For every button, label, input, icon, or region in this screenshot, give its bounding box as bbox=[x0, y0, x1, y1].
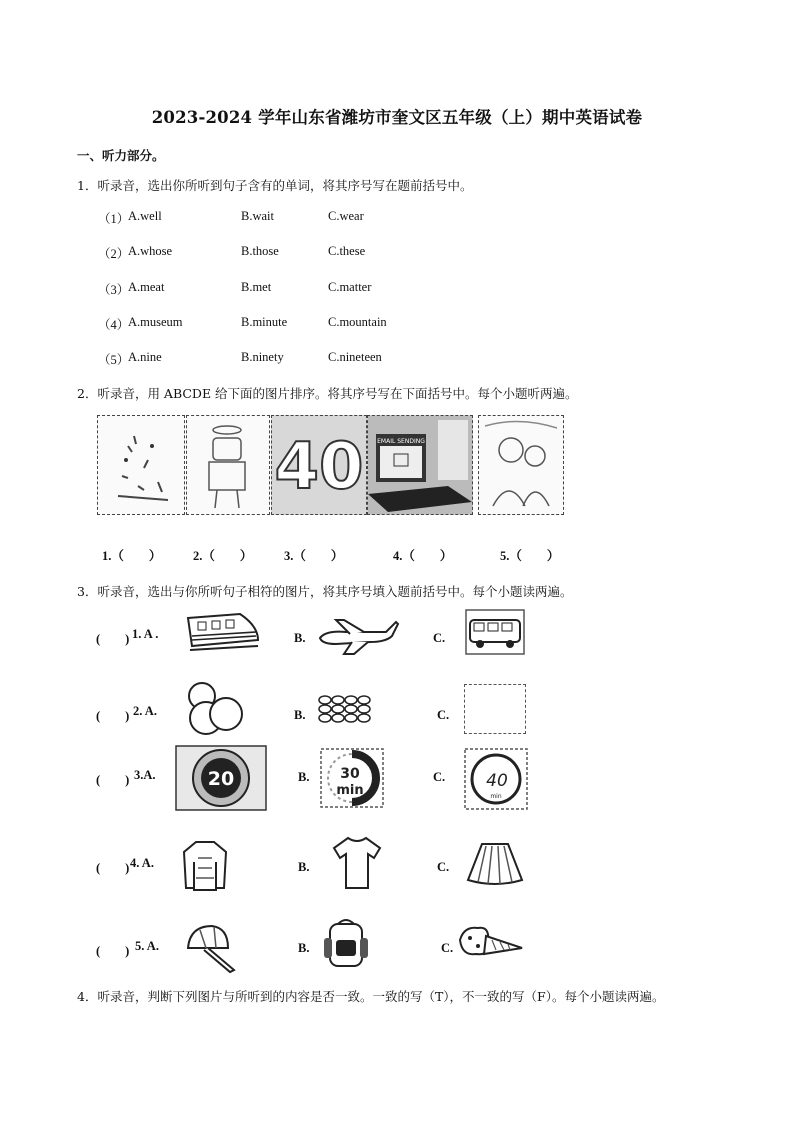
q1-row-2-num: （2） bbox=[98, 247, 130, 261]
q4-stem: 4．听录音，判断下列图片与所听到的内容是否一致。一致的写（T），不一致的写（F）。每个小题读两遍。 bbox=[77, 989, 665, 1004]
airplane-icon bbox=[316, 616, 400, 658]
timer-c-unit: min bbox=[490, 793, 502, 800]
q3-row-2-paren[interactable]: ( ) bbox=[96, 709, 130, 723]
q3-row-2-label-b: B. bbox=[294, 708, 306, 722]
timer-c-value: 40 bbox=[486, 771, 508, 791]
backpack-icon bbox=[320, 914, 372, 970]
q2-stem: 2．听录音，用 ABCDE 给下面的图片排序。将其序号写在下面括号中。每个小题听两遍。 bbox=[77, 386, 578, 401]
q2-blank-5[interactable]: 5.（ ） bbox=[500, 549, 560, 563]
q1-row-2-option-b: B.those bbox=[241, 244, 279, 258]
q3-row-2-label-c: C. bbox=[437, 708, 450, 722]
q3-row-5-label-b: B. bbox=[298, 941, 310, 955]
q2-picture-email bbox=[367, 415, 473, 515]
q3-row-4-label-c: C. bbox=[437, 860, 450, 874]
q3-stem: 3．听录音，选出与你所听句子相符的图片，将其序号填入题前括号中。每个小题读两遍。 bbox=[77, 584, 573, 599]
q1-row-5-option-c: C.nineteen bbox=[328, 350, 382, 364]
q3-row-5-label-a: 5. A. bbox=[135, 939, 159, 953]
q1-row-4-num: （4） bbox=[98, 318, 130, 332]
q1-row-5-num: （5） bbox=[98, 353, 130, 367]
beans-icon bbox=[318, 694, 374, 724]
cap-icon bbox=[184, 918, 236, 974]
ice-cream-icon bbox=[456, 922, 524, 968]
q1-row-5-option-a: A.nine bbox=[128, 350, 162, 364]
bus-icon bbox=[464, 608, 526, 656]
skirt-icon bbox=[466, 840, 524, 886]
q2-blank-4[interactable]: 4.（ ） bbox=[393, 549, 453, 563]
q1-row-1-option-b: B.wait bbox=[241, 209, 274, 223]
q1-row-2-option-c: C.these bbox=[328, 244, 366, 258]
q2-blank-1[interactable]: 1.（ ） bbox=[102, 549, 162, 563]
q1-row-3-num: （3） bbox=[98, 283, 130, 297]
oranges-icon bbox=[184, 680, 244, 736]
q2-picture-balloons bbox=[271, 415, 367, 515]
q3-row-1-label-b: B. bbox=[294, 631, 306, 645]
q3-row-4-label-b: B. bbox=[298, 860, 310, 874]
sweater-icon bbox=[182, 838, 228, 892]
q3-row-4-paren[interactable]: ( ) bbox=[96, 861, 130, 875]
q3-row-3-label-a: 3.A. bbox=[134, 768, 156, 782]
q3-row-3-label-c: C. bbox=[433, 770, 446, 784]
page-title: 2023-2024 学年山东省潍坊市奎文区五年级（上）期中英语试卷 bbox=[151, 108, 643, 127]
q1-row-4-option-b: B.minute bbox=[241, 315, 288, 329]
q1-row-4-option-a: A.museum bbox=[128, 315, 183, 329]
q3-row-5-label-c: C. bbox=[441, 941, 454, 955]
q1-row-1-option-a: A.well bbox=[128, 209, 162, 223]
q3-row-1-paren[interactable]: ( ) bbox=[96, 632, 130, 646]
q1-row-3-option-b: B.met bbox=[241, 280, 272, 294]
timer-40-icon bbox=[464, 748, 528, 810]
q1-row-4-option-c: C.mountain bbox=[328, 315, 387, 329]
q3-row-5-paren[interactable]: ( ) bbox=[96, 944, 130, 958]
q3-row-3-label-b: B. bbox=[298, 770, 310, 784]
blank-picture-frame bbox=[464, 684, 526, 734]
timer-b-unit: min bbox=[336, 783, 364, 798]
q3-row-3-paren[interactable]: ( ) bbox=[96, 773, 130, 787]
timer-b-value: 30 bbox=[340, 766, 360, 782]
q2-picture-people bbox=[478, 415, 564, 515]
q1-stem: 1．听录音，选出你所听到句子含有的单词，将其序号写在题前括号中。 bbox=[77, 178, 473, 193]
q3-row-1-label-a: 1. A . bbox=[132, 627, 159, 641]
q1-row-3-option-c: C.matter bbox=[328, 280, 372, 294]
balloon-number: 40 bbox=[274, 430, 364, 504]
q2-picture-robot bbox=[186, 415, 270, 515]
train-icon bbox=[184, 606, 262, 656]
q3-row-4-label-a: 4. A. bbox=[130, 856, 154, 870]
q1-row-3-option-a: A.meat bbox=[128, 280, 165, 294]
section-heading: 一、听力部分。 bbox=[77, 148, 165, 163]
screen-text: EMAIL SENDING bbox=[377, 438, 425, 445]
tshirt-icon bbox=[332, 834, 382, 890]
q1-row-1-option-c: C.wear bbox=[328, 209, 364, 223]
q3-row-1-label-c: C. bbox=[433, 631, 446, 645]
q2-blank-3[interactable]: 3.（ ） bbox=[284, 549, 344, 563]
q1-row-1-num: （1） bbox=[98, 212, 130, 226]
q2-blank-2[interactable]: 2.（ ） bbox=[193, 549, 253, 563]
timer-a-value: 20 bbox=[207, 768, 235, 790]
timer-30-icon bbox=[320, 748, 384, 808]
timer-20-icon bbox=[175, 745, 267, 811]
q1-row-5-option-b: B.ninety bbox=[241, 350, 284, 364]
q1-row-2-option-a: A.whose bbox=[128, 244, 173, 258]
q3-row-2-label-a: 2. A. bbox=[133, 704, 157, 718]
q2-picture-stars bbox=[97, 415, 185, 515]
